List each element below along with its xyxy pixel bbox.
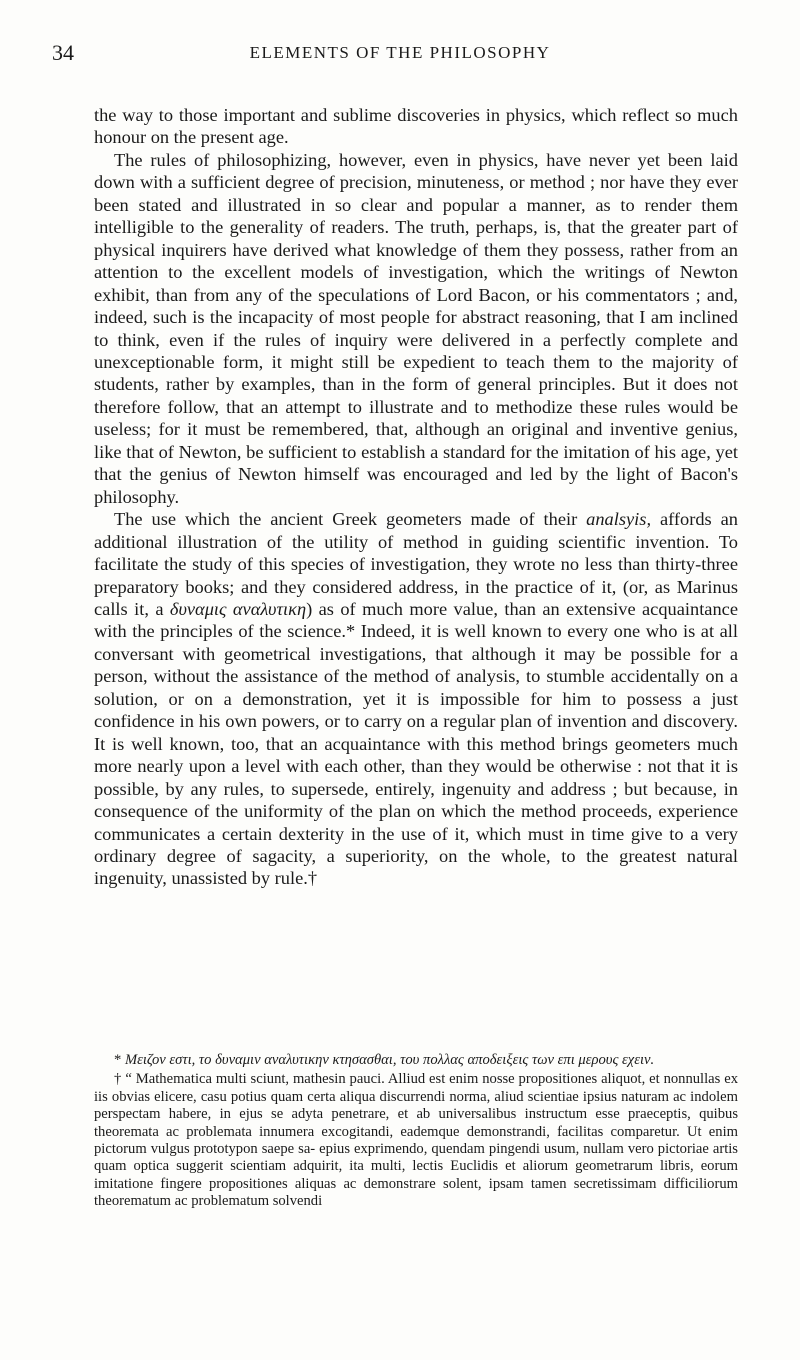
running-head	[52, 40, 748, 76]
page-number: 34	[52, 40, 74, 65]
footnote-greek	[94, 1052, 738, 1069]
paragraph-text: affords an additional illustration of the utility of method in guiding scientific invention. To facilitate the study of this species of investigation, they wrote no less than thirty-three preparatory books; and they considered address, in the practice of it, (or, as Marinus calls it, a	[94, 509, 738, 619]
footnote-greek-text: Μειζον εστι, το δυναμιν αναλυτικην κτησασθαι, του πολλας αποδειξεις των επι μερους εχειν.	[124, 1052, 655, 1068]
paragraph-text: The use which the ancient Greek geometers made of their	[114, 509, 587, 530]
footnote-latin: † “ Mathematica multi sciunt, mathesin pauci. Alliud est enim nosse propositiones aliquot, et nonnullas ex iis obvias elicere, casu potius quam certa aliqua discurrendi norma, aliud scientiae ipsius naturam ac indolem perspectam habere, in ejus se adyta penetrare, et ab universalibus instructum esse praeceptis, quibus theoremata ac problemata innumera excogitandi, eademque demonstrandi, facilitas comparetur. Ut enim pictorum vulgus prototypon saepe sa- epius exprimendo, quendam pingendi usum, nullam vero pictoriae artis quam optica suggerit scientiam adquirit, ita multi, lectis Euclidis et aliorum geometrarum libris, eorum imitatione fingere propositiones aliquas ac demonstrare solent, ipsam tamen secretissimam difficiliorum theorematum ac problematum solvendi	[94, 1071, 738, 1210]
paragraph-continued: the way to those important and sublime discoveries in physics, which reflect so much honour on the present age.	[94, 105, 738, 148]
italic-term: analsyis,	[586, 509, 652, 530]
paragraph-rules-of-philosophizing: The rules of philosophizing, however, even in physics, have never yet been laid down with a sufficient degree of precision, minuteness, or method ; nor have they ever been stated and illustrated in so clear and popular a manner, as to render them intelligible to the generality of readers. The truth, perhaps, is, that the greater part of physical inquirers have derived what knowledge of them they possess, rather from an attention to the excellent models of investigation, which the writings of Newton exhibit, than from any of the speculations of Lord Bacon, or his commentators ; and, indeed, such is the incapacity of most people for abstract reasoning, that I am inclined to think, even if the rules of inquiry were delivered in a perfectly complete and unexceptionable form, it might still be expedient to teach them to the majority of students, rather by examples, than in the form of general principles. But it does not therefore follow, that an attempt to illustrate and to methodize these rules would be useless; for it must be remembered, that, although an original and inventive genius, like that of Newton, be sufficient to establish a standard for the imitation of his age, yet that the genius of Newton himself was encouraged and led by the light of Bacon's philosophy.	[94, 149, 738, 507]
main-text	[94, 104, 738, 890]
paragraph-text: ) as of much more value, than an extensive acquaintance with the principles of the science.* Indeed, it is well known to every one who is at all conversant with geometrical investigations, that although it may be possible for a person, without the assistance of the method of analysis, to stumble accidentally on a solution, or on a demonstration, yet it is impossible for him to possess a just confidence in his own powers, or to carry on a regular plan of invention and discovery. It is well known, too, that an acquaintance with this method brings geometers much more nearly upon a level with each other, than they would be otherwise : not that it is possible, by any rules, to supersede, entirely, ingenuity and address ; but because, in consequence of the uniformity of the plan on which the method proceeds, experience communicates a certain dexterity in the use of it, which must in time give to a very ordinary degree of sagacity, a superiority, on the whole, to the greatest natural ingenuity, unassisted by rule.†	[94, 598, 738, 889]
greek-phrase: δυναμις αναλυτικη	[169, 598, 307, 619]
running-title: ELEMENTS OF THE PHILOSOPHY	[249, 43, 551, 62]
footnotes	[94, 1052, 738, 1213]
paragraph-greek-analysis	[94, 508, 738, 890]
footnote-mark: *	[114, 1052, 125, 1068]
